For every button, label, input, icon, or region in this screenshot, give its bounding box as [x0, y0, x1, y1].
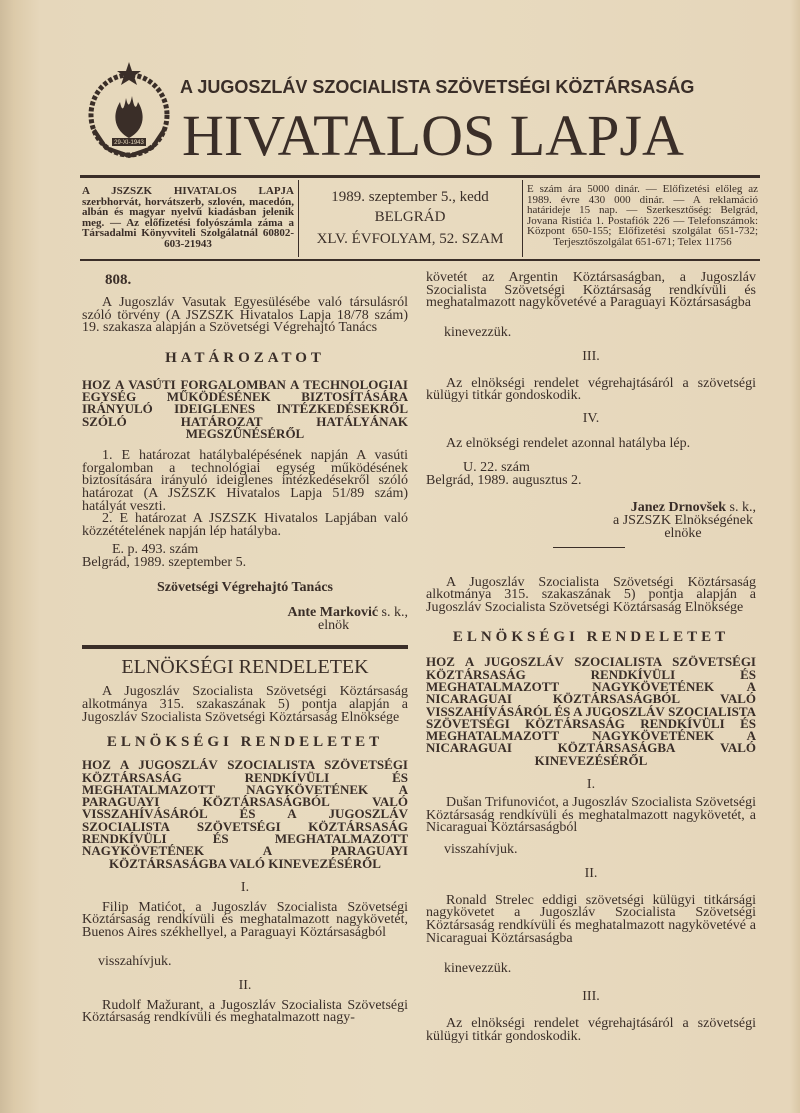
signer-sk: s. k., [381, 605, 408, 621]
masthead-supertitle: A JUGOSZLÁV SZOCIALISTA SZÖVETSÉGI KÖZTÁRSASÁG [180, 77, 695, 97]
header-bottom-rule [80, 259, 760, 261]
reference-number: E. p. 493. szám [112, 542, 199, 558]
issuing-body: Szövetségi Végrehajtó Tanács [156, 580, 334, 596]
article-number: III. [582, 348, 600, 364]
section-rule [82, 645, 408, 649]
divider [298, 180, 299, 257]
masthead-title: HIVATALOS LAPJA [182, 103, 684, 168]
article-number: I. [586, 777, 596, 793]
short-rule [553, 547, 625, 548]
issue-volume: XLV. ÉVFOLYAM, 52. SZAM [316, 231, 504, 247]
article-text: Ronald Strelec eddigi szövetségi külügyi titkársági nagykövetet a Jugoszláv Szocialista Szövetségi Köztársaság rendkívüli és meghatalmazott nagykövetévé a Nicaraguai Köztársaságba [426, 892, 756, 946]
place-date: Belgrád, 1989. augusztus 2. [426, 472, 582, 488]
article-number: IV. [582, 410, 600, 426]
signer-role: elnök [318, 618, 350, 634]
document-number: 808. [105, 272, 132, 288]
intro-paragraph: A Jugoszláv Vasutak Egyesülésébe való társulásról szóló törvény (A JSZSZK Hivatalos Lapja 18/78 szám) 19. szakasza alapján a Szövetségi Végrehajtó Tanács [82, 295, 408, 336]
svg-text:29-XI-1943: 29-XI-1943 [114, 140, 144, 146]
right-column [426, 272, 756, 1043]
publication-info: A JSZSZK HIVATALOS LAPJA szerbhorvát, horvátszerb, szlovén, macedón, albán és magyar nyelvű kiadásban jelenik meg. — Az előfizetési folyószámla záma a Társadalmi Könyvviteli Szolgálatnál 60802-603-21943 [82, 185, 294, 250]
signer-sk: s. k., [729, 499, 756, 515]
decree-heading: ELNÖKSÉGI RENDELETET [106, 734, 384, 751]
decree-intro: A Jugoszláv Szocialista Szövetségi Köztársaság alkotmánya 315. szakaszának 5) pontja alapján a Jugoszláv Szocialista Szövetségi Köztársaság Elnöksége [82, 684, 408, 725]
issue-city: BELGRÁD [374, 209, 446, 225]
article-text: Az elnökségi rendelet végrehajtásáról a szövetségi külügyi titkár gondoskodik. [426, 1016, 756, 1044]
article-number: II. [238, 977, 252, 993]
header-rule [80, 175, 760, 178]
divider [522, 180, 523, 257]
article-text: Dušan Trifunovićot, a Jugoszláv Szocialista Szövetségi Köztársaság rendkívüli és meghatalmazott nagykövetét, a Nicaraguai Köztársaságból [426, 795, 756, 836]
reference-number: U. 22. szám [463, 459, 530, 475]
signer-name: Ante Marković [287, 605, 379, 621]
article-verb: kinevezzük. [444, 961, 512, 977]
decree-heading: ELNÖKSÉGI RENDELETET [452, 629, 730, 646]
article-number: III. [582, 989, 600, 1005]
signer-role: a JSZSZK Elnökségének [613, 512, 753, 528]
decision-title: HOZ A VASÚTI FORGALOMBAN A TECHNOLOGIAI EGYSÉG MŰKÖDÉSÉNEK BIZTOSÍTÁSÁRA IRÁNYULÓ IDEIGLENES INTÉZKEDÉSEKRŐL SZÓLÓ HATÁROZAT HATÁLYÁNAK MEGSZŰNÉSÉRŐL [82, 376, 408, 441]
price-contact-info: E szám ára 5000 dinár. — Előfizetési előleg az 1989. évre 430 000 dinár. — A reklamáció határideje 15 nap. — Szerkesztőség: Belgrád, Jovana Ristića 1. Postafiók 226 — Telefonszámok: Központ 650-155; Előfizetési szolgálat 651-732; Terjesztőszolgálat 651-671; Telex 11756 [527, 183, 758, 248]
issue-date: 1989. szeptember 5., kedd [331, 189, 489, 205]
article-text: Filip Matićot, a Jugoszláv Szocialista Szövetségi Köztársaság rendkívüli és meghatalmazott nagykövetét, Buenos Aires székhellyel, a Paraguayi Köztársaságból [82, 899, 408, 941]
article-verb: visszahívjuk. [98, 953, 172, 969]
continued-text: követét az Argentin Köztársaságban, a Jugoszláv Szocialista Szövetségi Köztársaság rendkívüli és meghatalmazott nagykövetévé a Paraguayi Köztársaságba [426, 270, 756, 311]
decree-title: HOZ A JUGOSZLÁV SZOCIALISTA SZÖVETSÉGI KÖZTÁRSASÁG RENDKÍVÜLI ÉS MEGHATALMAZOTT NAGYKÖVETÉNEK A PARAGUAYI KÖZTÁRSASÁGBÓL VALÓ VISSZAHÍVÁSÁRÓL ÉS A JUGOSZLÁV SZOCIALISTA SZÖVETSÉGI KÖZTÁRSASÁG RENDKÍVÜLI ÉS MEGHATALMAZOTT NAGYKÖVETÉNEK A PARAGUAYI KÖZTÁRSASÁGBA VALÓ KINEVEZÉSÉRŐL [82, 757, 408, 871]
decree-intro: A Jugoszláv Szocialista Szövetségi Köztársaság alkotmánya 315. szakaszának 5) pontja alapján a Jugoszláv Szocialista Szövetségi Köztársaság Elnöksége [426, 574, 756, 615]
left-column [82, 272, 408, 1025]
article-verb: visszahívjuk. [444, 841, 518, 857]
state-emblem [84, 60, 174, 162]
signer-name: Janez Drnovšek [630, 499, 727, 515]
article-text: Rudolf Mažurant, a Jugoszláv Szocialista Szövetségi Köztársaság rendkívüli és meghatalmazott nagy- [82, 997, 408, 1026]
decree-title: HOZ A JUGOSZLÁV SZOCIALISTA SZÖVETSÉGI KÖZTÁRSASÁG RENDKÍVÜLI ÉS MEGHATALMAZOTT NAGYKÖVETÉNEK A NICARAGUAI KÖZTÁRSASÁGBÓL VALÓ VISSZAHÍVÁSÁRÓL ÉS A JUGOSZLÁV SZOCIALISTA SZÖVETSÉGI KÖZTÁRSASÁG RENDKÍVÜLI ÉS MEGHATALMAZOTT NAGYKÖVETÉNEK A NICARAGUAI KÖZTÁRSASÁGBA VALÓ KINEVEZÉSÉRŐL [426, 654, 756, 768]
paragraph-1: 1. E határozat hatálybalépésének napján A vasúti forgalomban a technológiai egység működésének biztosítására irányuló ideiglenes intézkedésekről szóló határozat (A JSZSZK Hivatalos Lapja 51/89 szám) hatályát veszti. [82, 448, 408, 514]
article-verb: kinevezzük. [444, 324, 512, 340]
article-text: Az elnökségi rendelet azonnal hatályba lép. [446, 435, 691, 451]
section-heading: HATÁROZATOT [165, 349, 325, 366]
article-number: II. [584, 865, 598, 881]
signature [82, 606, 408, 619]
article-number: I. [240, 879, 250, 895]
signer-role: elnöke [664, 525, 702, 541]
place-date: Belgrád, 1989. szeptember 5. [82, 555, 247, 571]
signature [426, 501, 756, 514]
article-text: Az elnökségi rendelet végrehajtásáról a szövetségi külügyi titkár gondoskodik. [426, 375, 756, 404]
section-title: ELNÖKSÉGI RENDELETEK [121, 656, 369, 679]
paragraph-2: 2. E határozat A JSZSZK Hivatalos Lapjában való közzétételének napján lép hatályba. [82, 511, 408, 539]
